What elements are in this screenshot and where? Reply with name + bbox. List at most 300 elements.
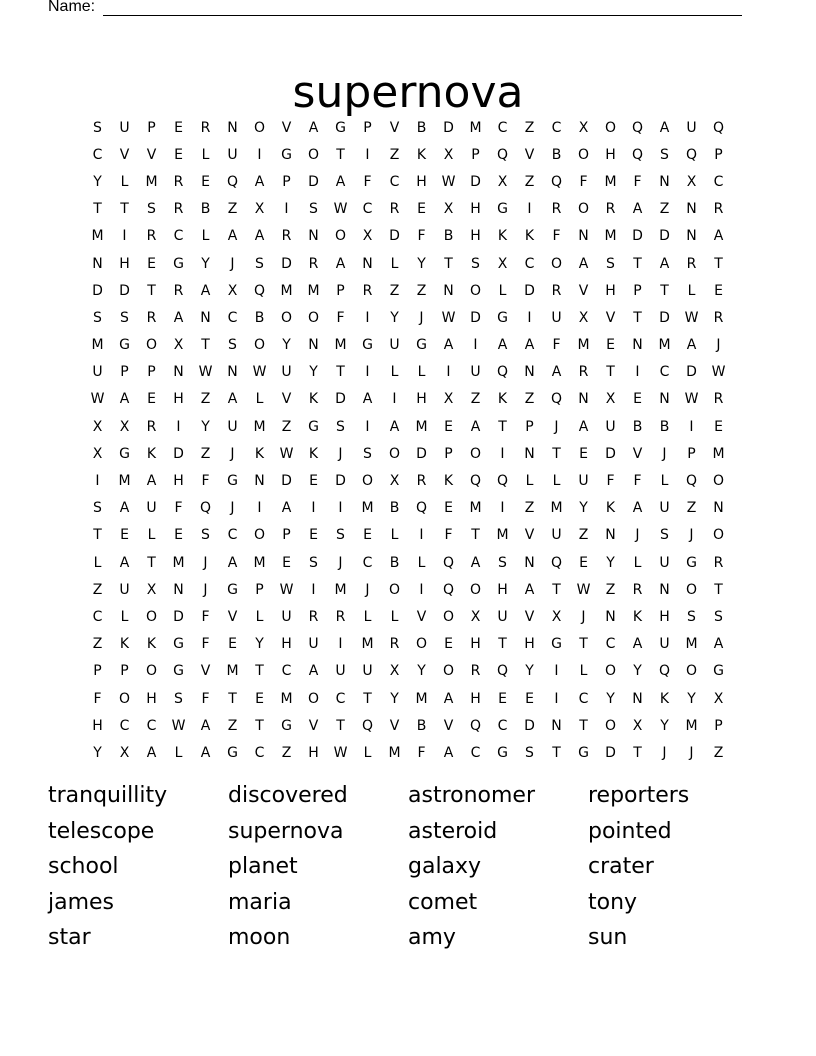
grid-letter: D [470,173,481,190]
grid-letter: P [255,581,264,598]
word-bank-item: crater [588,854,654,880]
grid-letter: A [119,554,130,571]
grid-letter: C [659,364,670,381]
grid-letter: T [93,527,102,544]
grid-letter: J [581,608,586,625]
grid-letter: X [146,581,157,598]
grid-letter: Q [496,364,509,381]
grid-letter: Y [606,690,615,707]
grid-letter: P [282,527,291,544]
grid-letter: E [174,119,183,136]
grid-row [84,168,732,195]
grid-letter: C [362,554,373,571]
grid-row [84,631,732,658]
grid-letter: I [311,500,316,517]
grid-letter: C [254,744,265,761]
grid-letter: L [147,527,156,544]
grid-letter: G [686,554,697,571]
grid-letter: M [469,119,482,136]
grid-letter: W [90,391,105,408]
grid-letter: R [308,255,319,272]
grid-letter: N [713,500,724,517]
grid-letter: U [578,473,589,490]
grid-letter: D [659,309,670,326]
grid-letter: X [551,608,562,625]
word-bank-item: telescope [48,818,155,844]
grid-letter: D [524,717,535,734]
grid-letter: I [527,201,532,218]
grid-letter: F [417,744,426,761]
grid-letter: P [282,173,291,190]
grid-letter: M [91,228,104,245]
grid-letter: Q [658,663,671,680]
grid-row [84,522,732,549]
grid-letter: I [365,364,370,381]
grid-letter: D [92,282,103,299]
word-bank-item: school [48,854,119,880]
grid-letter: H [605,146,616,163]
grid-letter: N [92,255,103,272]
grid-letter: R [551,282,562,299]
grid-letter: F [336,309,345,326]
grid-letter: Z [578,527,589,544]
grid-letter: N [659,391,670,408]
grid-letter: L [633,554,642,571]
grid-row [84,114,732,141]
grid-letter: N [362,255,373,272]
grid-letter: J [554,418,559,435]
grid-letter: B [416,119,427,136]
grid-letter: Q [712,119,725,136]
grid-letter: N [524,445,535,462]
name-field [48,0,742,17]
grid-letter: F [417,228,426,245]
name-underline [103,15,742,16]
grid-letter: F [579,173,588,190]
grid-letter: X [92,418,103,435]
grid-letter: X [443,146,454,163]
grid-row [84,495,732,522]
grid-letter: V [200,663,211,680]
grid-letter: Q [442,581,455,598]
grid-letter: J [419,309,424,326]
grid-letter: H [497,581,508,598]
grid-letter: N [686,228,697,245]
grid-letter: X [389,663,400,680]
grid-letter: E [714,418,723,435]
grid-letter: E [444,500,453,517]
grid-letter: R [335,608,346,625]
grid-letter: D [416,445,427,462]
grid-letter: L [201,146,210,163]
grid-letter: H [173,473,184,490]
grid-letter: L [201,228,210,245]
grid-letter: H [92,717,103,734]
grid-letter: U [551,527,562,544]
grid-letter: Q [442,554,455,571]
grid-letter: T [336,717,345,734]
grid-letter: N [308,228,319,245]
grid-letter: O [712,527,725,544]
grid-letter: A [200,717,211,734]
grid-letter: F [174,500,183,517]
grid-letter: J [230,255,235,272]
grid-letter: D [335,473,346,490]
grid-letter: X [578,309,589,326]
grid-row [84,413,732,440]
grid-letter: S [93,309,102,326]
grid-letter: O [442,608,455,625]
grid-letter: W [333,744,348,761]
grid-letter: T [255,663,264,680]
grid-letter: D [470,309,481,326]
grid-letter: V [578,282,589,299]
grid-letter: X [443,201,454,218]
grid-letter: R [389,636,400,653]
grid-letter: T [606,364,615,381]
grid-letter: O [280,309,293,326]
grid-letter: F [552,337,561,354]
grid-letter: E [120,527,129,544]
grid-letter: R [281,228,292,245]
grid-letter: T [552,581,561,598]
grid-letter: R [389,201,400,218]
grid-letter: M [604,173,617,190]
grid-letter: C [497,717,508,734]
grid-letter: W [576,581,591,598]
grid-letter: G [497,201,508,218]
grid-letter: P [525,418,534,435]
word-bank-item: comet [408,889,478,915]
grid-letter: G [578,744,589,761]
grid-letter: L [93,554,102,571]
grid-letter: Y [255,636,264,653]
grid-letter: W [441,309,456,326]
grid-letter: M [280,690,293,707]
grid-letter: H [470,201,481,218]
grid-letter: I [257,500,262,517]
grid-letter: S [201,527,210,544]
grid-letter: L [417,554,426,571]
grid-letter: S [498,554,507,571]
grid-row [84,549,732,576]
grid-letter: C [470,744,481,761]
grid-letter: N [173,364,184,381]
grid-letter: O [685,663,698,680]
grid-letter: D [173,608,184,625]
grid-letter: H [308,744,319,761]
grid-letter: O [253,527,266,544]
grid-letter: U [119,119,130,136]
grid-letter: O [685,581,698,598]
grid-letter: W [279,445,294,462]
grid-letter: W [333,201,348,218]
grid-letter: A [200,744,211,761]
grid-letter: U [497,608,508,625]
grid-letter: Y [309,364,318,381]
grid-letter: E [201,173,210,190]
grid-letter: P [714,146,723,163]
grid-letter: O [712,473,725,490]
grid-letter: X [92,445,103,462]
grid-letter: Q [226,173,239,190]
grid-letter: D [119,282,130,299]
grid-letter: O [145,337,158,354]
grid-letter: I [365,146,370,163]
grid-letter: R [578,364,589,381]
grid-letter: A [659,255,670,272]
grid-letter: R [713,309,724,326]
grid-letter: D [443,119,454,136]
grid-letter: M [469,500,482,517]
grid-letter: K [146,636,157,653]
grid-letter: K [443,473,454,490]
grid-letter: C [173,228,184,245]
grid-letter: V [443,717,454,734]
grid-row [84,196,732,223]
grid-letter: C [92,146,103,163]
grid-row [84,277,732,304]
word-bank-item: discovered [228,783,348,808]
grid-letter: F [552,228,561,245]
grid-letter: P [93,663,102,680]
grid-letter: R [605,201,616,218]
grid-letter: H [470,636,481,653]
grid-letter: J [662,744,667,761]
grid-letter: X [173,337,184,354]
grid-letter: A [686,337,697,354]
grid-letter: M [577,337,590,354]
grid-letter: A [281,500,292,517]
name-label: Name: [48,0,96,15]
grid-letter: M [604,228,617,245]
grid-letter: Y [390,309,399,326]
grid-letter: K [659,690,670,707]
grid-row [84,141,732,168]
grid-letter: C [713,173,724,190]
grid-letter: E [579,445,588,462]
grid-letter: R [146,228,157,245]
grid-letter: L [390,255,399,272]
grid-letter: R [146,309,157,326]
grid-letter: G [227,581,238,598]
grid-letter: X [443,391,454,408]
grid-letter: I [419,527,424,544]
grid-letter: H [146,690,157,707]
grid-letter: C [524,255,535,272]
grid-letter: G [335,119,346,136]
grid-letter: G [308,418,319,435]
grid-letter: A [146,744,157,761]
grid-letter: J [716,337,721,354]
grid-letter: J [230,500,235,517]
grid-letter: R [713,391,724,408]
grid-letter: U [146,500,157,517]
grid-letter: I [527,309,532,326]
grid-letter: Y [525,663,534,680]
grid-letter: W [279,581,294,598]
grid-letter: S [228,337,237,354]
grid-letter: V [524,527,535,544]
grid-letter: T [660,282,669,299]
grid-letter: X [713,690,724,707]
grid-letter: R [551,201,562,218]
grid-letter: A [335,173,346,190]
grid-letter: L [390,364,399,381]
grid-letter: B [200,201,211,218]
grid-letter: T [714,255,723,272]
grid-letter: S [660,146,669,163]
grid-letter: F [633,473,642,490]
grid-letter: T [201,337,210,354]
grid-letter: A [713,636,724,653]
grid-letter: N [578,391,589,408]
grid-letter: H [416,391,427,408]
grid-letter: D [173,445,184,462]
grid-row [84,386,732,413]
grid-letter: N [605,608,616,625]
grid-letter: F [444,527,453,544]
grid-letter: N [227,119,238,136]
grid-letter: I [176,418,181,435]
grid-letter: Q [253,282,266,299]
grid-letter: H [470,228,481,245]
grid-letter: T [633,309,642,326]
grid-letter: O [145,663,158,680]
grid-letter: L [363,744,372,761]
grid-row [84,603,732,630]
grid-letter: O [253,119,266,136]
grid-row [84,658,732,685]
grid-letter: F [201,473,210,490]
grid-letter: X [605,391,616,408]
grid-letter: E [255,690,264,707]
grid-letter: J [689,527,694,544]
grid-letter: O [388,581,401,598]
grid-letter: U [362,663,373,680]
grid-letter: S [363,445,372,462]
grid-letter: T [633,255,642,272]
grid-letter: Y [579,500,588,517]
grid-letter: R [632,581,643,598]
grid-letter: T [336,146,345,163]
grid-letter: Z [416,282,427,299]
grid-letter: A [200,282,211,299]
grid-letter: P [471,146,480,163]
grid-letter: O [604,663,617,680]
grid-letter: U [551,309,562,326]
grid-letter: Z [200,391,211,408]
grid-letter: T [633,744,642,761]
grid-letter: E [606,337,615,354]
grid-letter: G [173,663,184,680]
grid-letter: N [551,717,562,734]
grid-letter: F [633,173,642,190]
grid-letter: L [120,608,129,625]
grid-letter: G [497,309,508,326]
grid-letter: A [119,500,130,517]
grid-letter: S [471,255,480,272]
grid-letter: P [120,663,129,680]
grid-letter: M [712,445,725,462]
grid-letter: I [338,636,343,653]
grid-letter: Y [417,663,426,680]
word-bank-item: tranquillity [48,783,168,808]
grid-letter: M [226,663,239,680]
grid-letter: A [632,500,643,517]
word-bank-item: amy [408,925,456,951]
grid-letter: U [308,636,319,653]
grid-letter: M [685,636,698,653]
grid-letter: S [147,201,156,218]
grid-letter: K [524,228,535,245]
grid-letter: T [93,201,102,218]
grid-letter: F [363,173,372,190]
word-bank-item: pointed [588,818,672,844]
grid-letter: A [443,690,454,707]
grid-letter: D [605,744,616,761]
word-bank-item: galaxy [408,854,482,880]
grid-letter: L [687,282,696,299]
grid-row [84,467,732,494]
grid-letter: H [173,391,184,408]
grid-letter: W [711,364,726,381]
grid-row [84,332,732,359]
grid-letter: W [252,364,267,381]
grid-letter: U [659,500,670,517]
grid-letter: M [145,173,158,190]
grid-row [84,712,732,739]
grid-letter: Z [92,581,103,598]
grid-letter: O [307,690,320,707]
grid-letter: K [605,500,616,517]
grid-letter: M [496,527,509,544]
grid-letter: H [659,608,670,625]
grid-letter: K [254,445,265,462]
grid-letter: G [281,146,292,163]
grid-letter: T [228,690,237,707]
grid-letter: M [388,744,401,761]
grid-letter: I [554,663,559,680]
grid-letter: S [93,500,102,517]
grid-letter: A [578,418,589,435]
grid-letter: W [441,173,456,190]
grid-letter: R [308,608,319,625]
grid-letter: A [362,391,373,408]
grid-letter: S [336,418,345,435]
grid-letter: S [174,690,183,707]
grid-letter: A [173,309,184,326]
grid-letter: L [390,527,399,544]
grid-letter: Z [389,146,400,163]
grid-letter: J [230,445,235,462]
grid-letter: I [122,228,127,245]
grid-letter: E [444,418,453,435]
word-bank-item: james [48,889,115,915]
grid-letter: J [203,554,208,571]
grid-letter: R [146,418,157,435]
grid-letter: O [145,608,158,625]
grid-letter: A [632,201,643,218]
grid-letter: I [500,445,505,462]
grid-letter: I [473,337,478,354]
grid-letter: A [524,337,535,354]
grid-letter: I [446,364,451,381]
grid-letter: M [280,282,293,299]
grid-letter: I [554,690,559,707]
grid-letter: S [309,201,318,218]
grid-letter: D [308,173,319,190]
